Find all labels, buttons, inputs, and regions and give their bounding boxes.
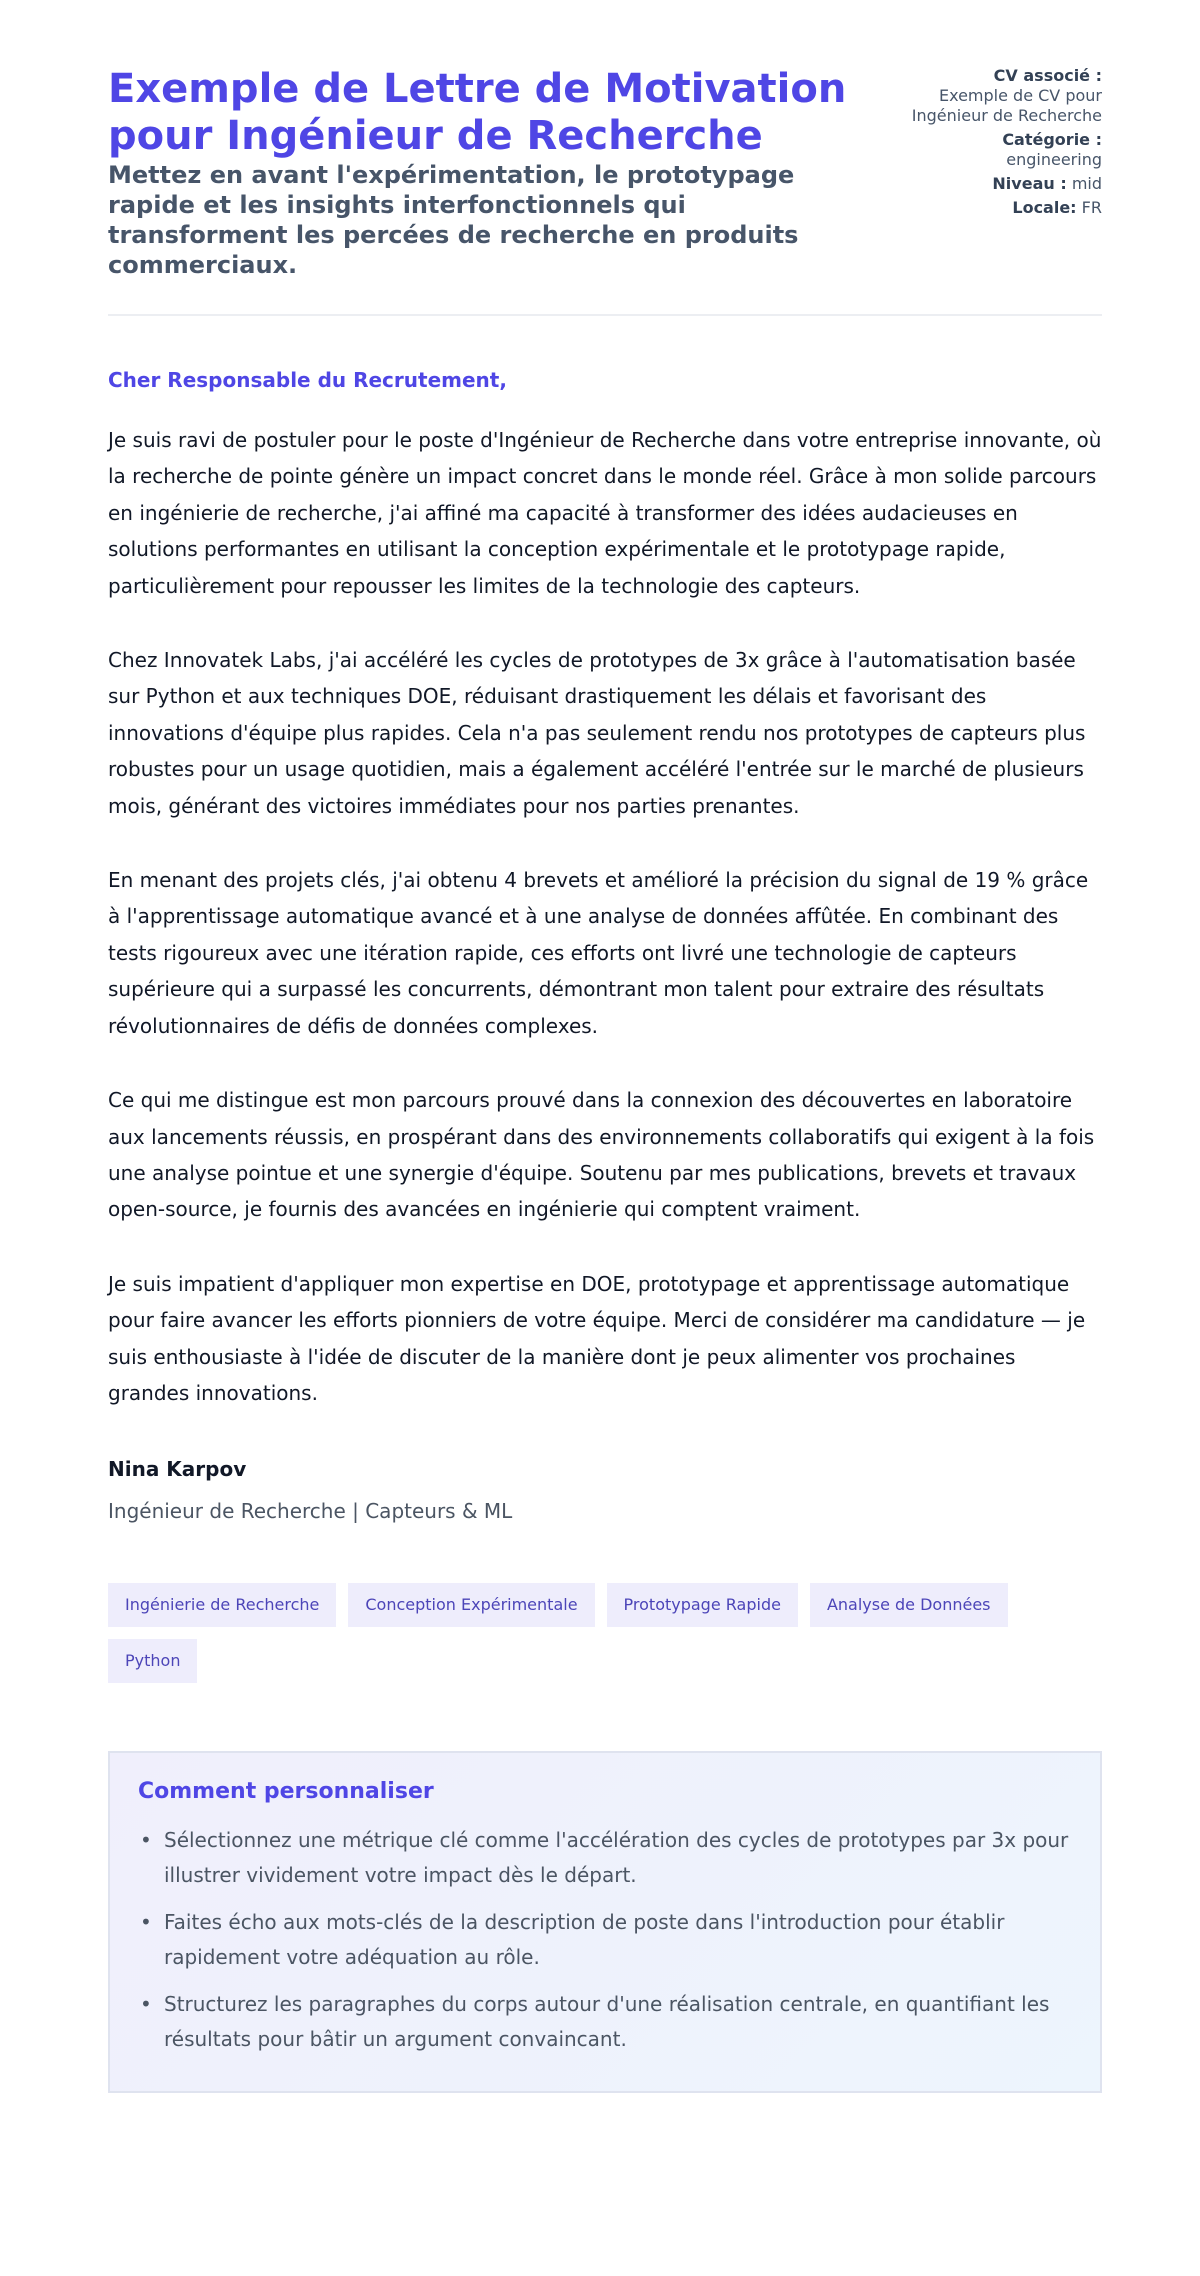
page-subtitle: Mettez en avant l'expérimentation, le prototypage rapide et les insights interfonctionnels qui transforment les percées de recherche en produits commerciaux. [108, 161, 799, 279]
tag-data-analysis: Analyse de Données [810, 1583, 1008, 1627]
meta-cv-value: Exemple de CV pour Ingénieur de Recherche [911, 86, 1102, 125]
salutation: Cher Responsable du Recrutement, [108, 368, 507, 392]
tag-rapid-prototyping: Prototypage Rapide [607, 1583, 798, 1627]
tip-item [138, 1905, 1072, 1975]
paragraph-projects: En menant des projets clés, j'ai obtenu 4 brevets et amélioré la précision du signal de 19 % grâce à l'apprentissage automatique avancé et à une analyse de données affûtée. En combinant des tests rigoureux avec une itération rapide, ces efforts ont livré une technologie de capteurs supérieure qui a surpassé les concurrents, démontrant mon talent pour extraire des résultats révolutionnaires de défis de données complexes. [108, 868, 1089, 1038]
tip-text: Faites écho aux mots-clés de la description de poste dans l'introduction pour établir rapidement votre adéquation au rôle. [164, 1910, 1005, 1970]
bullet-icon: • [140, 1992, 152, 2017]
meta-category-label: Catégorie : [1002, 130, 1102, 149]
tip-text: Structurez les paragraphes du corps autour d'une réalisation centrale, en quantifiant les résultats pour bâtir un argument convaincant. [164, 1992, 1050, 2052]
meta-locale [902, 198, 1102, 218]
meta-level-label: Niveau : [992, 174, 1067, 193]
tips-title: Comment personnaliser [138, 1779, 434, 1805]
meta-panel [902, 66, 1102, 222]
meta-level [902, 174, 1102, 194]
meta-cv-label: CV associé : [993, 66, 1102, 85]
paragraph-closing: Je suis impatient d'appliquer mon expertise en DOE, prototypage et apprentissage automatique pour faire avancer les efforts pionniers de votre équipe. Merci de considérer ma candidature — je suis enthousiaste à l'idée de discuter de la manière dont je peux alimenter vos prochaines grandes innovations. [108, 1271, 1086, 1405]
paragraph-achievement: Chez Innovatek Labs, j'ai accéléré les cycles de prototypes de 3x grâce à l'automatisation basée sur Python et aux techniques DOE, réduisant drastiquement les délais et favorisant des innovations d'équipe plus rapides. Cela n'a pas seulement rendu nos prototypes de capteurs plus robustes pour un usage quotidien, mais a également accéléré l'entrée sur le marché de plusieurs mois, générant des victoires immédiates pour nos parties prenantes. [108, 648, 1086, 818]
tip-item [138, 1823, 1072, 1893]
bullet-icon: • [140, 1910, 152, 1935]
tip-item [138, 1987, 1072, 2057]
header-main [108, 66, 868, 280]
meta-category [902, 130, 1102, 170]
bullet-icon: • [140, 1828, 152, 1853]
tag-python: Python [108, 1639, 197, 1683]
meta-locale-label: Locale: [1012, 198, 1077, 217]
page-header [108, 66, 1102, 316]
tips-list [138, 1823, 1072, 2057]
meta-cv [902, 66, 1102, 126]
letter-body [108, 422, 1102, 1411]
skill-tags [108, 1583, 1102, 1683]
tip-text: Sélectionnez une métrique clé comme l'accélération des cycles de prototypes par 3x pour illustrer vividement votre impact dès le départ. [164, 1828, 1069, 1888]
paragraph-intro: Je suis ravi de postuler pour le poste d'Ingénieur de Recherche dans votre entreprise innovante, où la recherche de pointe génère un impact concret dans le monde réel. Grâce à mon solide parcours en ingénierie de recherche, j'ai affiné ma capacité à transformer des idées audacieuses en solutions performantes en utilisant la conception expérimentale et le prototypage rapide, particulièrement pour repousser les limites de la technologie des capteurs. [108, 428, 1102, 598]
meta-level-value: mid [1071, 174, 1102, 193]
tag-research-engineering: Ingénierie de Recherche [108, 1583, 336, 1627]
paragraph-differentiator: Ce qui me distingue est mon parcours prouvé dans la connexion des découvertes en laboratoire aux lancements réussis, en prospérant dans des environnements collaboratifs qui exigent à la fois une analyse pointue et une synergie d'équipe. Soutenu par mes publications, brevets et travaux open-source, je fournis des avancées en ingénierie qui comptent vraiment. [108, 1088, 1095, 1222]
meta-category-value: engineering [1006, 150, 1102, 169]
page-title: Exemple de Lettre de Motivation pour Ingénieur de Recherche [108, 66, 847, 159]
signature [108, 1455, 1102, 1525]
signature-name: Nina Karpov [108, 1457, 247, 1482]
signature-title: Ingénieur de Recherche | Capteurs & ML [108, 1499, 513, 1524]
meta-locale-value: FR [1081, 198, 1102, 217]
tag-experimental-design: Conception Expérimentale [348, 1583, 594, 1627]
customization-tips [108, 1751, 1102, 2093]
